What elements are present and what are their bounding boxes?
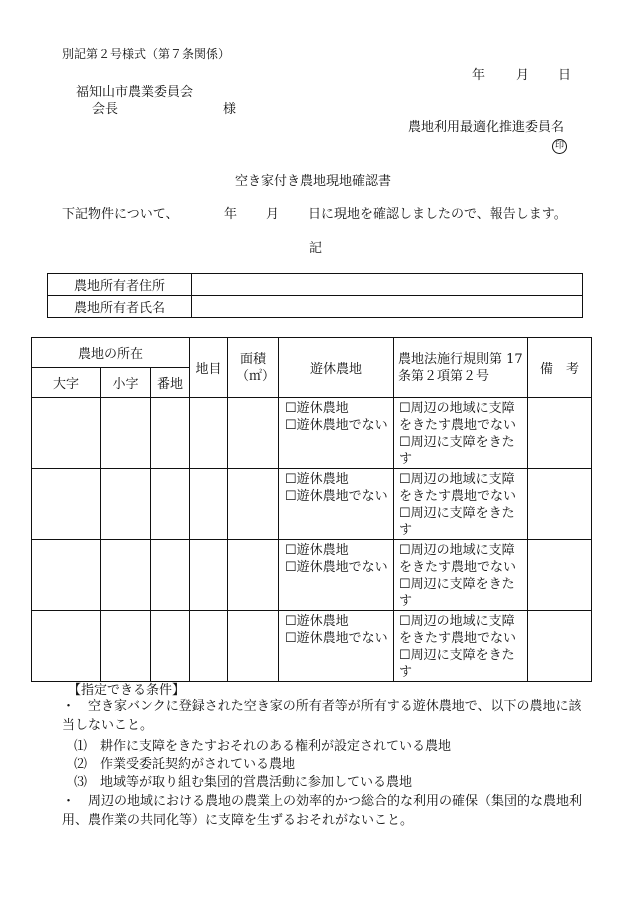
idle-yes-checkbox[interactable]: ☐遊休農地 (285, 614, 349, 629)
impact-cell (394, 540, 528, 611)
impact-yes-checkbox[interactable]: ☐周辺に支障をきたす (399, 577, 515, 609)
oaza-cell[interactable] (32, 469, 101, 540)
date-day-label: 日 (558, 68, 572, 83)
condition-sub-1: ⑴ 耕作に支障をきたすおそれのある権利が設定されている農地 (74, 739, 452, 754)
owner-address-field[interactable] (192, 274, 583, 296)
chimoku-cell[interactable] (190, 469, 228, 540)
idle-yes-checkbox[interactable]: ☐遊休農地 (285, 472, 349, 487)
remarks-header: 備 考 (528, 338, 592, 398)
oaza-cell[interactable] (32, 611, 101, 682)
date-month-label: 月 (516, 68, 530, 83)
date-line (472, 69, 571, 82)
area-cell[interactable] (228, 611, 279, 682)
report-year-label: 年 (224, 207, 238, 222)
report-suffix: 日に現地を確認しましたので、報告します。 (308, 207, 567, 222)
remarks-cell[interactable] (528, 611, 592, 682)
date-year-label: 年 (472, 68, 486, 83)
regulation-header (394, 338, 528, 398)
impact-cell (394, 611, 528, 682)
owner-name-label: 農地所有者氏名 (48, 296, 192, 318)
owner-address-row (48, 274, 583, 296)
land-table (31, 337, 592, 682)
committee-member-name-label: 農地利用最適化推進委員名 (408, 120, 565, 135)
remarks-cell[interactable] (528, 398, 592, 469)
table-row (32, 540, 592, 611)
chimoku-header: 地目 (190, 338, 228, 398)
idle-cell (279, 540, 394, 611)
impact-yes-checkbox[interactable]: ☐周辺に支障をきたす (399, 648, 515, 680)
table-row (32, 469, 592, 540)
koaza-cell[interactable] (101, 540, 151, 611)
addressee-organization: 福知山市農業委員会 (76, 85, 194, 100)
koaza-header: 小字 (101, 368, 151, 398)
document-title: 空き家付き農地現地確認書 (235, 174, 392, 189)
impact-yes-checkbox[interactable]: ☐周辺に支障をきたす (399, 435, 515, 467)
conditions-heading: 【指定できる条件】 (68, 683, 186, 698)
addressee-chair: 会長 (92, 102, 119, 117)
report-sentence (62, 208, 567, 221)
owner-name-row (48, 296, 583, 318)
impact-cell (394, 469, 528, 540)
idle-cell (279, 398, 394, 469)
owner-address-label: 農地所有者住所 (48, 274, 192, 296)
idle-no-checkbox[interactable]: ☐遊休農地でない (285, 489, 388, 504)
banchi-header: 番地 (151, 368, 190, 398)
oaza-cell[interactable] (32, 540, 101, 611)
impact-none-checkbox[interactable]: ☐周辺の地域に支障をきたす農地でない (399, 543, 517, 575)
impact-yes-checkbox[interactable]: ☐周辺に支障をきたす (399, 506, 515, 538)
regulation-header-text: 農地法施行規則第 17 条第２項第２号 (398, 351, 523, 384)
idle-cell (279, 611, 394, 682)
owner-name-field[interactable] (192, 296, 583, 318)
banchi-cell[interactable] (151, 469, 190, 540)
condition-item-2: ・ 周辺の地域における農地の農業上の効率的かつ総合的な利用の確保（集団的な農地利用、農作業の共同化等）に支障を生ずるおそれがないこと。 (62, 794, 583, 828)
header-row-1 (32, 338, 592, 368)
area-cell[interactable] (228, 540, 279, 611)
impact-none-checkbox[interactable]: ☐周辺の地域に支障をきたす農地でない (399, 401, 517, 433)
location-header: 農地の所在 (32, 338, 190, 368)
report-month-label: 月 (266, 207, 280, 222)
koaza-cell[interactable] (101, 611, 151, 682)
impact-cell (394, 398, 528, 469)
ki-label: 記 (309, 241, 323, 256)
banchi-cell[interactable] (151, 398, 190, 469)
idle-no-checkbox[interactable]: ☐遊休農地でない (285, 418, 388, 433)
condition-item-1: ・ 空き家バンクに登録された空き家の所有者等が所有する遊休農地で、以下の農地に該当しないこと。 (62, 699, 582, 733)
table-row (32, 398, 592, 469)
chimoku-cell[interactable] (190, 398, 228, 469)
remarks-cell[interactable] (528, 540, 592, 611)
chimoku-cell[interactable] (190, 540, 228, 611)
area-header (228, 338, 279, 398)
idle-no-checkbox[interactable]: ☐遊休農地でない (285, 560, 388, 575)
condition-sub-3: ⑶ 地域等が取り組む集団的営農活動に参加している農地 (74, 775, 413, 790)
banchi-cell[interactable] (151, 540, 190, 611)
koaza-cell[interactable] (101, 469, 151, 540)
impact-none-checkbox[interactable]: ☐周辺の地域に支障をきたす農地でない (399, 472, 517, 504)
idle-yes-checkbox[interactable]: ☐遊休農地 (285, 401, 349, 416)
chimoku-cell[interactable] (190, 611, 228, 682)
addressee-honorific: 様 (223, 102, 237, 117)
impact-none-checkbox[interactable]: ☐周辺の地域に支障をきたす農地でない (399, 614, 517, 646)
idle-no-checkbox[interactable]: ☐遊休農地でない (285, 631, 388, 646)
idle-cell (279, 469, 394, 540)
seal-mark: 印 (552, 139, 567, 154)
owner-table (47, 273, 583, 318)
remarks-cell[interactable] (528, 469, 592, 540)
idle-header: 遊休農地 (279, 338, 394, 398)
form-number-label: 別記第２号様式（第７条関係） (62, 47, 231, 61)
oaza-header: 大字 (32, 368, 101, 398)
oaza-cell[interactable] (32, 398, 101, 469)
area-cell[interactable] (228, 398, 279, 469)
report-prefix: 下記物件について、 (62, 207, 179, 222)
koaza-cell[interactable] (101, 398, 151, 469)
area-cell[interactable] (228, 469, 279, 540)
table-row (32, 611, 592, 682)
condition-sub-2: ⑵ 作業受委託契約がされている農地 (74, 757, 296, 772)
area-header-text: 面積（㎡） (236, 351, 276, 384)
banchi-cell[interactable] (151, 611, 190, 682)
idle-yes-checkbox[interactable]: ☐遊休農地 (285, 543, 349, 558)
